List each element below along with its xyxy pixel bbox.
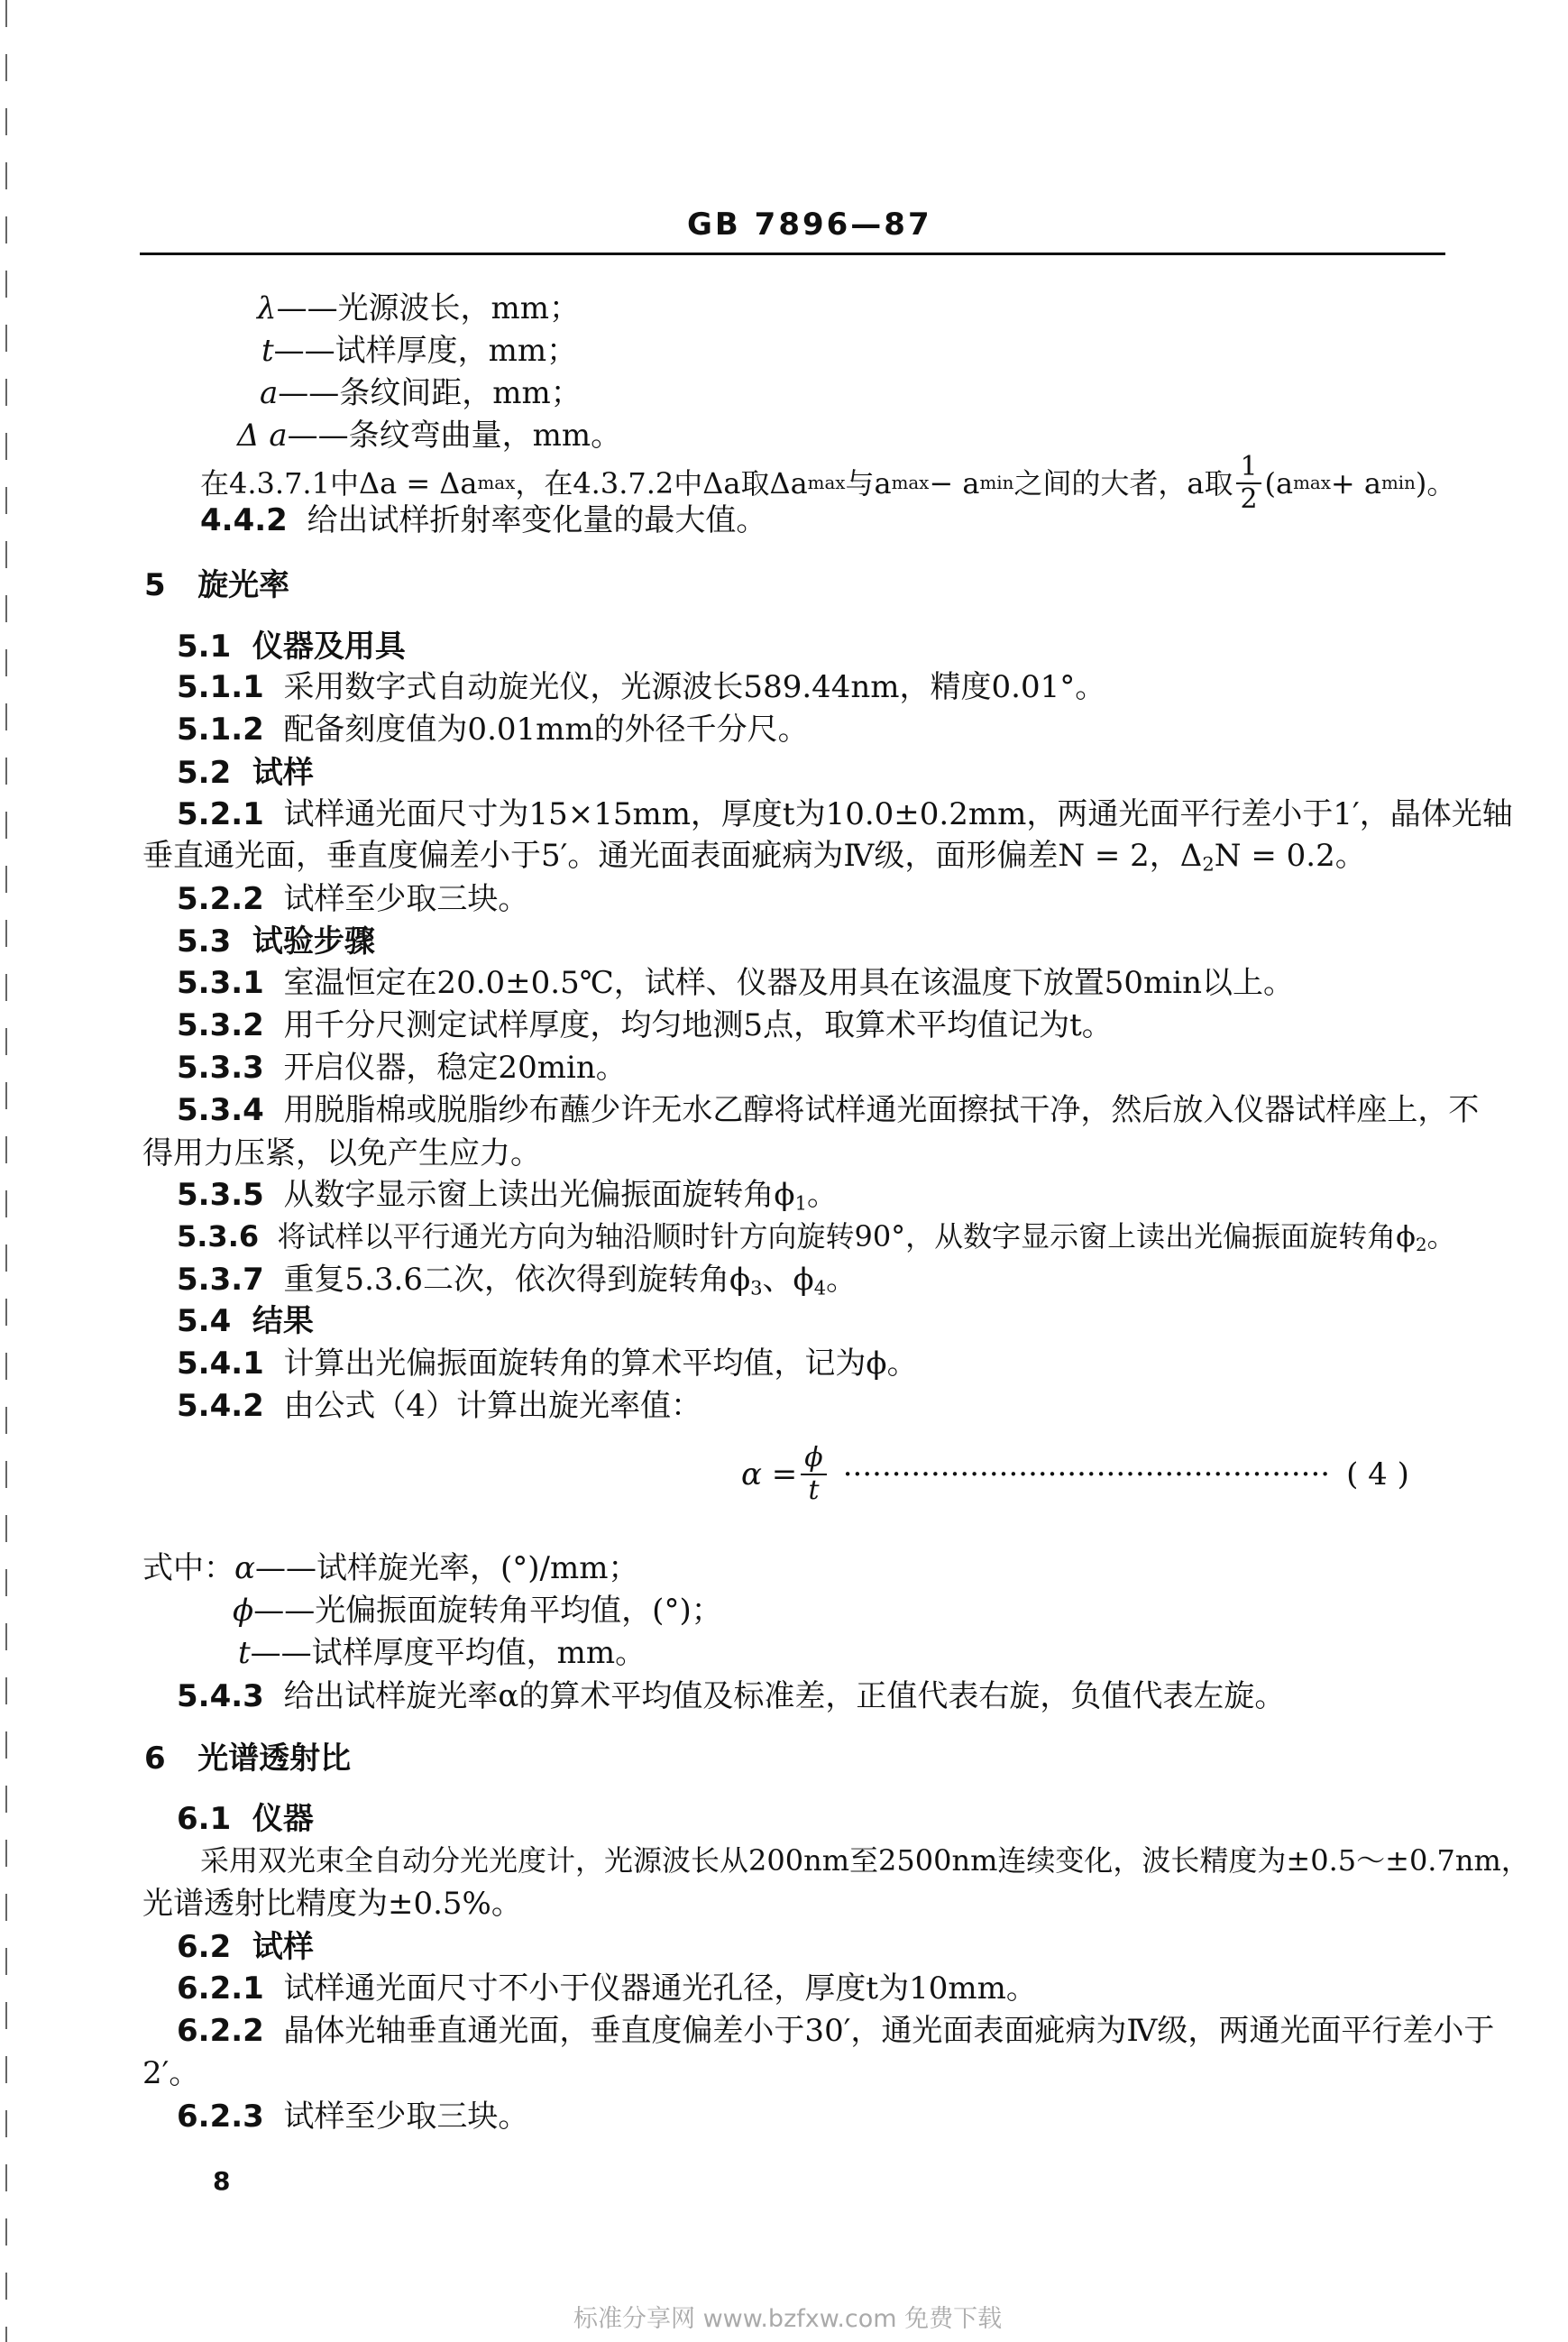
clause-6-1-text-line2: 光谱透射比精度为±0.5%。 xyxy=(142,1886,522,1922)
clause-5-3-7: 5.3.7 重复5.3.6二次，依次得到旋转角$\phi_3$、$\phi_4$。 xyxy=(177,1262,857,1300)
where-phi: ϕ——光偏振面旋转角平均值，(°)； xyxy=(233,1593,722,1629)
section-6-heading: 6 光谱透射比 xyxy=(144,1740,352,1777)
clause-5-3-6: 5.3.6 将试样以平行通光方向为轴沿顺时针方向旋转90°，从数字显示窗上读出光偏振面旋转角$\phi_2$。 xyxy=(177,1219,1456,1255)
section-5-heading: 5 旋光率 xyxy=(144,567,290,603)
symbol-a: a——条纹间距，mm； xyxy=(260,375,582,411)
where-alpha: 式中：α——试样旋光率，(°)/mm； xyxy=(142,1550,639,1586)
scan-edge-marks xyxy=(5,0,7,2342)
clause-5-4-3: 5.4.3 给出试样旋光率α的算术平均值及标准差，正值代表右旋，负值代表左旋。 xyxy=(177,1678,1286,1714)
clause-6-2-3: 6.2.3 试样至少取三块。 xyxy=(177,2099,529,2135)
clause-5-3-heading: 5.3 试验步骤 xyxy=(177,923,375,960)
clause-5-3-3: 5.3.3 开启仪器，稳定20min。 xyxy=(177,1050,627,1086)
clause-5-3-4-line1: 5.3.4 用脱脂棉或脱脂纱布蘸少许无水乙醇将试样通光面擦拭干净，然后放入仪器试样座上，不 xyxy=(177,1092,1480,1128)
clause-6-1-text-line1: 采用双光束全自动分光光度计，光源波长从200nm至2500nm连续变化，波长精度为±0.5～±0.7nm， xyxy=(200,1843,1530,1878)
clause-5-3-2: 5.3.2 用千分尺测定试样厚度，均匀地测5点，取算术平均值记为t。 xyxy=(177,1007,1113,1043)
clause-5-3-4-line2: 得用力压紧，以免产生应力。 xyxy=(142,1135,541,1171)
symbol-delta-a: Δ a——条纹弯曲量，mm。 xyxy=(237,418,622,454)
equation-4: α = $\frac{\phi}{t}$ ·················································· ( 4 ) xyxy=(741,1442,1409,1506)
clause-5-3-1: 5.3.1 室温恒定在20.0±0.5℃，试样、仪器及用具在该温度下放置50min以上。 xyxy=(177,965,1295,1001)
page-number: 8 xyxy=(213,2166,231,2196)
clause-5-4-heading: 5.4 结果 xyxy=(177,1303,314,1339)
clause-6-2-1: 6.2.1 试样通光面尺寸不小于仪器通光孔径，厚度t为10mm。 xyxy=(177,1970,1037,2007)
clause-4-4-2: 4.4.2 给出试样折射率变化量的最大值。 xyxy=(200,502,767,538)
clause-5-2-1-line2: 垂直通光面，垂直度偏差小于5′。通光面表面疵病为Ⅳ级，面形偏差N = 2，$\Delta_2N = 0.2$。 xyxy=(142,838,1366,876)
clause-5-3-5: 5.3.5 从数字显示窗上读出光偏振面旋转角$\phi_1$。 xyxy=(177,1177,839,1215)
clause-5-1-1: 5.1.1 采用数字式自动旋光仪，光源波长589.44nm，精度0.01°。 xyxy=(177,669,1106,705)
header-rule xyxy=(140,253,1445,255)
formula-line: 在4.3.7.1中Δa = Δa max ，在4.3.7.2中Δa取Δa max 与a max − a min 之间的大者，a取 $\frac{1}{2}$ (a max + a min )。 xyxy=(200,451,1456,515)
clause-5-2-1-line1: 5.2.1 试样通光面尺寸为15×15mm，厚度t为10.0±0.2mm，两通光面平行差小于1′，晶体光轴 xyxy=(177,796,1513,832)
clause-5-1-2: 5.1.2 配备刻度值为0.01mm的外径千分尺。 xyxy=(177,712,809,748)
clause-6-2-2-line1: 6.2.2 晶体光轴垂直通光面，垂直度偏差小于30′，通光面表面疵病为Ⅳ级，两通光面平行差小于 xyxy=(177,2013,1495,2049)
clause-6-1-heading: 6.1 仪器 xyxy=(177,1801,314,1837)
clause-5-1-heading: 5.1 仪器及用具 xyxy=(177,629,406,665)
clause-5-2-2: 5.2.2 试样至少取三块。 xyxy=(177,881,529,917)
clause-5-4-2: 5.4.2 由公式（4）计算出旋光率值： xyxy=(177,1388,702,1424)
symbol-lambda: λ——光源波长，mm； xyxy=(257,290,581,326)
clause-5-2-heading: 5.2 试样 xyxy=(177,755,314,791)
clause-6-2-2-line2: 2′。 xyxy=(142,2055,200,2091)
clause-5-4-1: 5.4.1 计算出光偏振面旋转角的算术平均值，记为ϕ。 xyxy=(177,1346,918,1382)
equation-4-fraction: $\frac{\phi}{t}$ xyxy=(801,1445,826,1504)
fraction-half: $\frac{1}{2}$ xyxy=(1236,454,1261,513)
symbol-t: t——试样厚度，mm； xyxy=(261,333,578,369)
footer-watermark: 标准分享网 www.bzfxw.com 免费下载 xyxy=(573,2305,1003,2333)
clause-6-2-heading: 6.2 试样 xyxy=(177,1929,314,1965)
where-t: t——试样厚度平均值，mm。 xyxy=(238,1635,646,1671)
standard-code-header: GB 7896—87 xyxy=(687,207,932,243)
